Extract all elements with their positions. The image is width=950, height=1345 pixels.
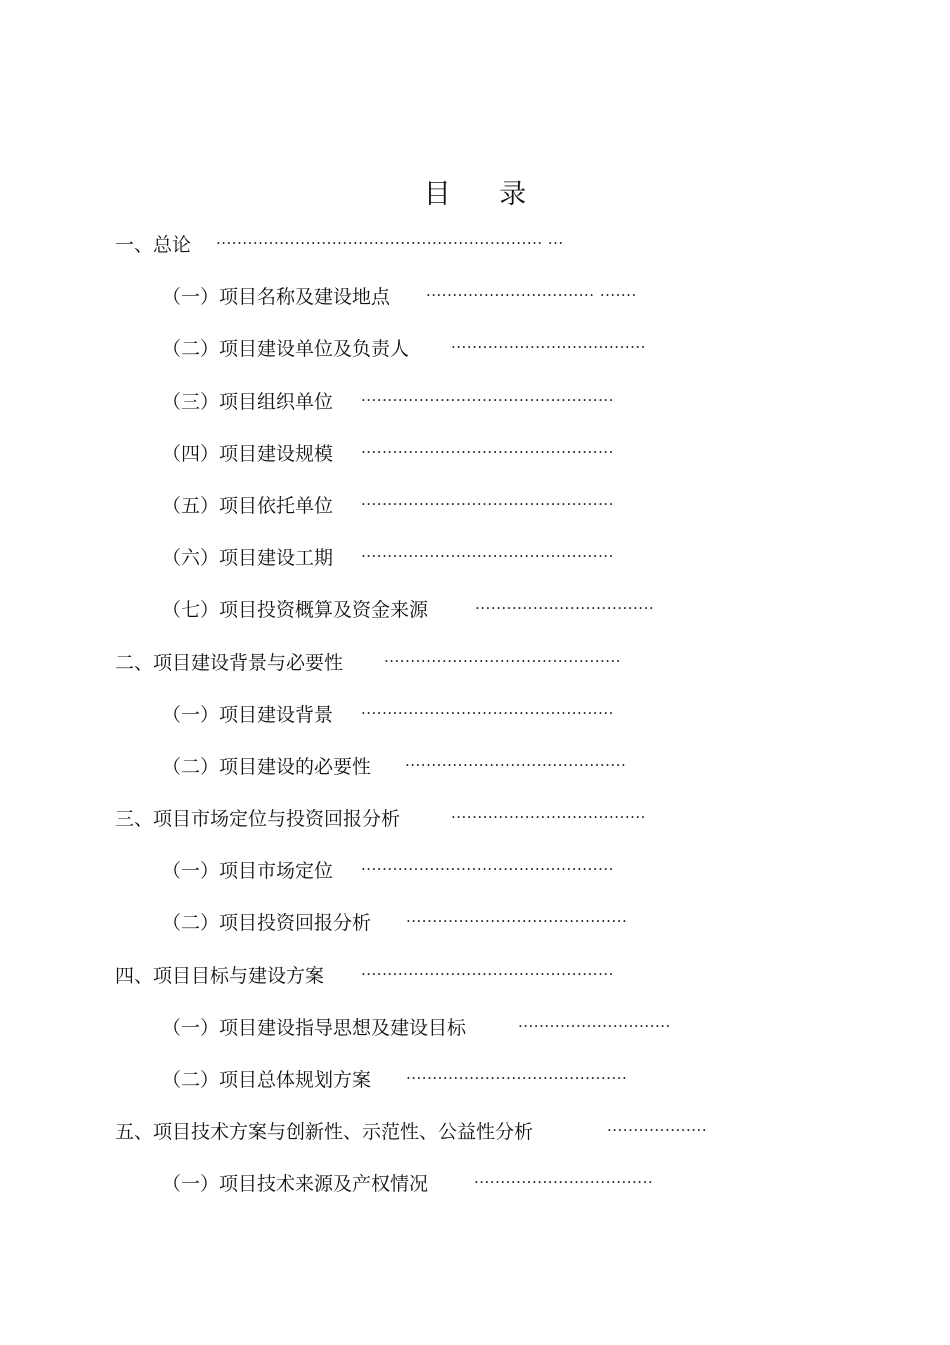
toc-dot-leader: ·································· bbox=[474, 1173, 654, 1192]
toc-entry[interactable] bbox=[0, 480, 950, 532]
toc-entry[interactable] bbox=[0, 376, 950, 428]
toc-dot-leader: ················································ bbox=[361, 703, 614, 722]
toc-entry-label: （二）项目建设的必要性 bbox=[162, 755, 372, 778]
toc-dot-leader: ····································· bbox=[451, 808, 646, 827]
toc-dot-leader: ·········································· bbox=[406, 1069, 628, 1087]
toc-entry-label: （一）项目市场定位 bbox=[162, 860, 334, 883]
toc-dot-leader: ··················· bbox=[607, 1121, 708, 1140]
toc-dot-leader: ················································ bbox=[361, 494, 614, 513]
toc-title: 目 录 bbox=[423, 179, 547, 210]
toc-entry-label: （五）项目依托单位 bbox=[162, 494, 334, 517]
toc-entry-label: （六）项目建设工期 bbox=[162, 547, 334, 570]
toc-dot-leader: ················································ bbox=[361, 547, 614, 566]
toc-entry[interactable] bbox=[0, 845, 950, 897]
toc-entry-label: （二）项目投资回报分析 bbox=[162, 912, 372, 935]
toc-entry-label: 一、总论 bbox=[115, 234, 192, 256]
toc-entry-label: （三）项目组织单位 bbox=[162, 390, 334, 413]
toc-entry[interactable] bbox=[0, 793, 950, 845]
toc-entry-label: （七）项目投资概算及资金来源 bbox=[162, 599, 429, 622]
toc-entry[interactable] bbox=[0, 271, 950, 323]
toc-dot-leader: ·································· bbox=[475, 599, 655, 618]
toc-dot-leader: ····························· bbox=[518, 1016, 671, 1035]
toc-entry-label: （一）项目技术来源及产权情况 bbox=[162, 1173, 429, 1196]
toc-entry-label: （一）项目建设指导思想及建设目标 bbox=[162, 1016, 467, 1039]
toc-dot-leader: ················································ bbox=[361, 442, 614, 461]
toc-entry-label: 二、项目建设背景与必要性 bbox=[115, 651, 344, 674]
toc-entry-label: （二）项目建设单位及负责人 bbox=[162, 338, 410, 361]
toc-entry[interactable] bbox=[0, 1002, 950, 1054]
toc-entry-label: （四）项目建设规模 bbox=[162, 442, 334, 465]
toc-entry-label: （二）项目总体规划方案 bbox=[162, 1069, 372, 1091]
toc-entry[interactable] bbox=[0, 741, 950, 793]
toc-entry[interactable] bbox=[0, 897, 950, 949]
toc-dot-leader: ················································ bbox=[361, 390, 614, 409]
toc-entry[interactable] bbox=[0, 689, 950, 741]
toc-dot-leader: ·········································· bbox=[405, 755, 627, 774]
toc-dot-leader: ·········································· bbox=[406, 912, 628, 931]
toc-entry[interactable] bbox=[0, 219, 950, 271]
toc-dot-leader: ····································· bbox=[451, 338, 646, 357]
table-of-contents bbox=[0, 219, 950, 1211]
toc-dot-leader: ················································ bbox=[361, 964, 614, 983]
toc-entry-label: 三、项目市场定位与投资回报分析 bbox=[115, 808, 401, 831]
toc-dot-leader: ················································ bbox=[361, 860, 614, 879]
toc-entry-label: 四、项目目标与建设方案 bbox=[115, 964, 325, 987]
toc-entry[interactable] bbox=[0, 1054, 950, 1106]
toc-entry[interactable] bbox=[0, 637, 950, 689]
toc-dot-leader: ······························································ ··· bbox=[216, 234, 564, 252]
toc-entry[interactable] bbox=[0, 950, 950, 1002]
toc-entry[interactable] bbox=[0, 428, 950, 480]
toc-entry-label: 五、项目技术方案与创新性、示范性、公益性分析 bbox=[115, 1121, 534, 1144]
toc-entry-label: （一）项目名称及建设地点 bbox=[162, 286, 391, 309]
toc-entry[interactable] bbox=[0, 1158, 950, 1210]
toc-dot-leader: ············································· bbox=[384, 651, 622, 670]
toc-entry[interactable] bbox=[0, 584, 950, 636]
toc-entry[interactable] bbox=[0, 323, 950, 375]
toc-entry-label: （一）项目建设背景 bbox=[162, 703, 334, 726]
toc-entry[interactable] bbox=[0, 1106, 950, 1158]
toc-dot-leader: ································ ······· bbox=[426, 286, 637, 305]
toc-entry[interactable] bbox=[0, 532, 950, 584]
